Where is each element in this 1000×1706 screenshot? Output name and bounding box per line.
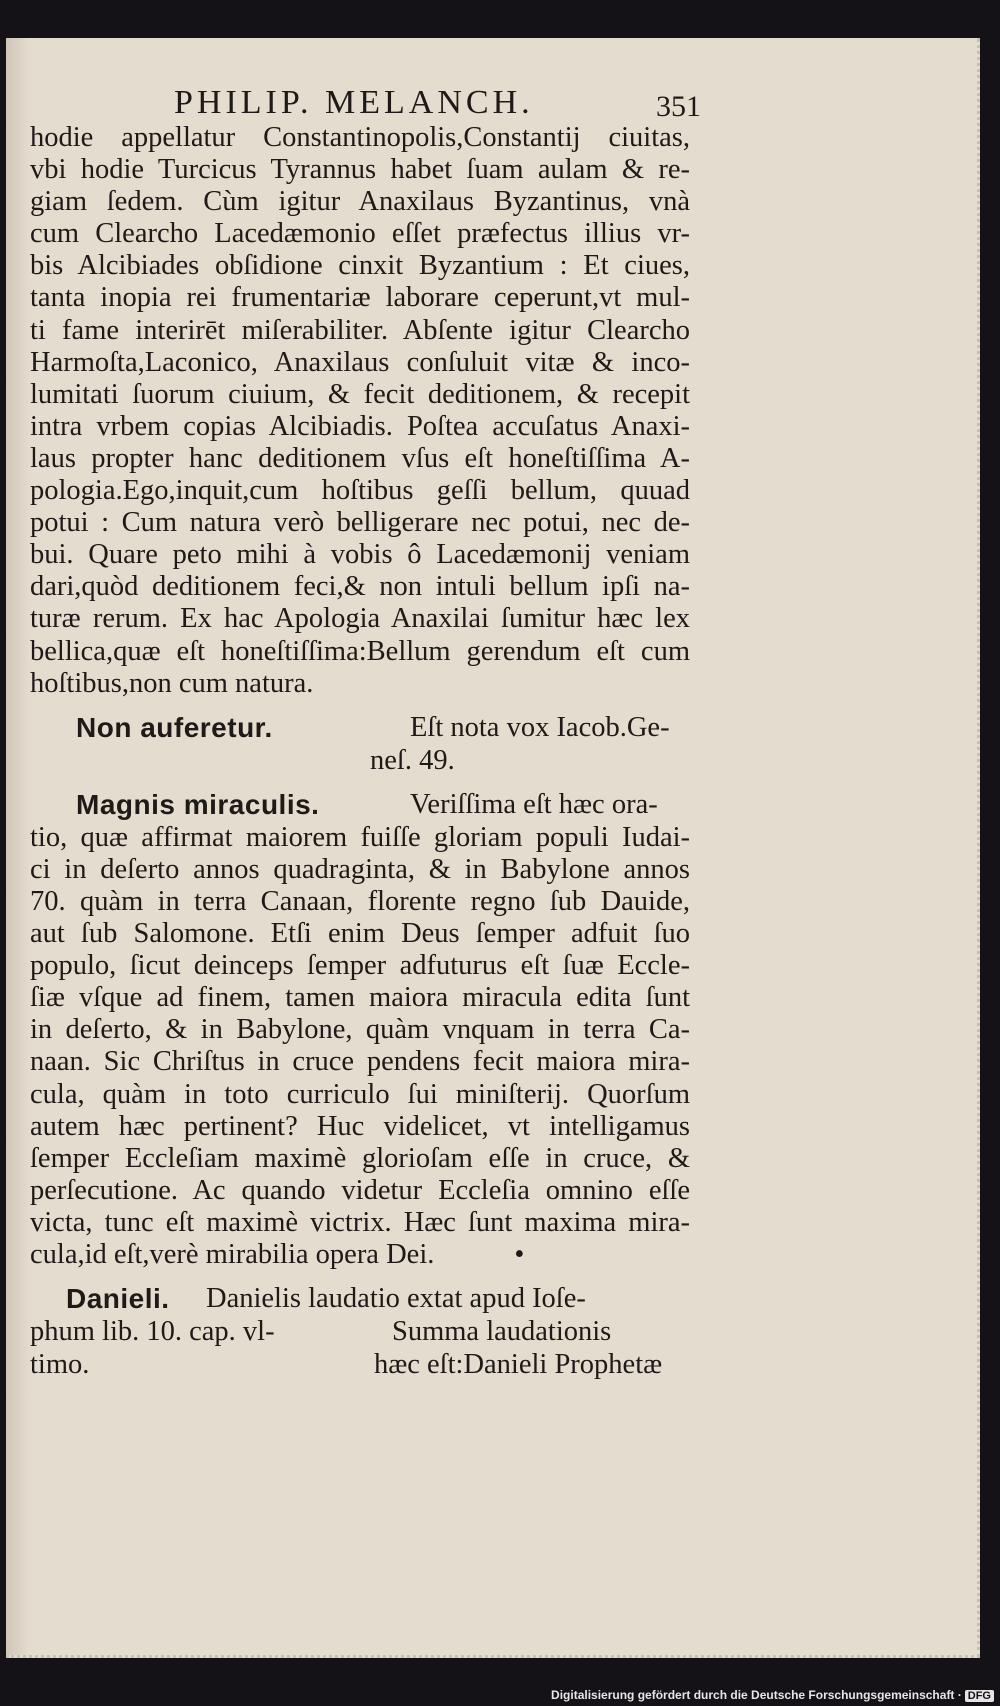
gloss-text: Veriſſima eſt hæc ora- [410, 788, 658, 820]
page-number: 351 [656, 90, 701, 123]
text-line: turæ rerum. Ex hac Apologia Anaxilai ſumitur hæc lex [30, 603, 690, 635]
text-line: ti fame interirēt miſerabiliter. Abſente igitur Clearcho [30, 314, 690, 346]
text-line: hoſtibus,non cum natura. [30, 667, 314, 699]
lemma-heading: Danieli. [66, 1283, 170, 1315]
gloss-text: Eſt nota vox Iacob.Ge- [410, 711, 670, 743]
text-line: intra vrbem copias Alcibiadis. Poſtea accuſatus Anaxi- [30, 410, 690, 442]
text-line: Harmoſta,Laconico, Anaxilaus conſuluit vitæ & inco- [30, 346, 690, 378]
text-line: 70. quàm in terra Canaan, florente regno ſub Dauide, [30, 885, 690, 917]
text-line: victa, tunc eſt maximè victrix. Hæc ſunt maxima mira- [30, 1206, 690, 1238]
text-line: hodie appellatur Constantinopolis,Constantij ciuitas, [30, 122, 690, 153]
gloss-text: phum lib. 10. cap. vl- [30, 1316, 275, 1348]
text-line: giam ſedem. Cùm igitur Anaxilaus Byzantinus, vnà [30, 186, 690, 218]
text-line: lumitati ſuorum ciuium, & fecit deditionem, & recepit [30, 378, 690, 410]
text-line: bui. Quare peto mihi à vobis ô Lacedæmonij veniam [30, 539, 690, 571]
text-line: tio, quæ affirmat maiorem fuiſſe gloriam populi Iudai- [30, 821, 690, 853]
text-line: populo, ſicut deinceps ſemper adfuturus eſt ſuæ Eccle- [30, 950, 690, 982]
page-text [30, 122, 690, 1382]
text-line [30, 1239, 690, 1271]
text-line: ſemper Eccleſiam maximè glorioſam eſſe in cruce, & [30, 1142, 690, 1174]
text-line: cum Clearcho Lacedæmonio eſſet præfectus illius vr- [30, 218, 690, 250]
text-line: autem hæc pertinent? Huc videlicet, vt intelligamus [30, 1110, 690, 1142]
text-line: naan. Sic Chriſtus in cruce pendens fecit maiora mira- [30, 1046, 690, 1078]
paragraph-anaxilaus [30, 122, 690, 700]
credit-text: Digitalisierung gefördert durch die Deutsche Forschungsgemeinschaft · [551, 1688, 962, 1702]
gloss-text: timo. [30, 1349, 90, 1381]
text-line: pologia.Ego,inquit,cum hoſtibus geſſi bellum, quuad [30, 475, 690, 507]
bullet-mark: • [514, 1239, 525, 1270]
lemma-magnis-miraculis [30, 789, 690, 1271]
gloss-text: Danielis laudatio extat apud Ioſe- [206, 1283, 586, 1315]
lemma-non-auferetur [30, 712, 690, 777]
gloss-text: Summa laudationis [392, 1316, 612, 1348]
text-line: ſiæ vſque ad finem, tamen maiora miracula edita ſunt [30, 982, 690, 1014]
text-line: dari,quòd deditionem feci,& non intuli bellum ipſi na- [30, 571, 690, 603]
book-page [6, 38, 980, 1658]
text-line: in deſerto, & in Babylone, quàm vnquam in terra Ca- [30, 1014, 690, 1046]
running-head: PHILIP. MELANCH. [174, 84, 534, 121]
text-line: perſecutione. Ac quando videtur Eccleſia omnino eſſe [30, 1174, 690, 1206]
text-line: vbi hodie Turcicus Tyrannus habet ſuam aulam & re- [30, 154, 690, 186]
digitization-credit [551, 1688, 994, 1702]
text-line: bellica,quæ eſt honeſtiſſima:Bellum gerendum eſt cum [30, 635, 690, 667]
gloss-text: neſ. 49. [370, 744, 455, 776]
text-line: bis Alcibiades obſidione cinxit Byzantium : Et ciues, [30, 250, 690, 282]
text-line: ci in deſerto annos quadraginta, & in Babylone annos [30, 853, 690, 885]
text-line-final: cula,id eſt,verè mirabilia opera Dei. [30, 1239, 435, 1270]
text-line: cula, quàm in toto curriculo ſui miniſterij. Quorſum [30, 1078, 690, 1110]
lemma-danieli [30, 1283, 690, 1382]
lemma-heading: Magnis miraculis. [76, 788, 320, 820]
text-line: laus propter hanc deditionem vſus eſt honeſtiſſima A- [30, 442, 690, 474]
lemma-heading: Non auferetur. [76, 711, 273, 743]
gloss-text: hæc eſt:Danieli Prophetæ [374, 1349, 663, 1381]
text-line: tanta inopia rei frumentariæ laborare ceperunt,vt mul- [30, 282, 690, 314]
text-line: aut ſub Salomone. Etſi enim Deus ſemper adfuit ſuo [30, 918, 690, 950]
page-gutter-shadow [6, 38, 30, 1655]
text-line: potui : Cum natura verò belligerare nec potui, nec de- [30, 507, 690, 539]
dfg-logo: DFG [965, 1690, 994, 1702]
